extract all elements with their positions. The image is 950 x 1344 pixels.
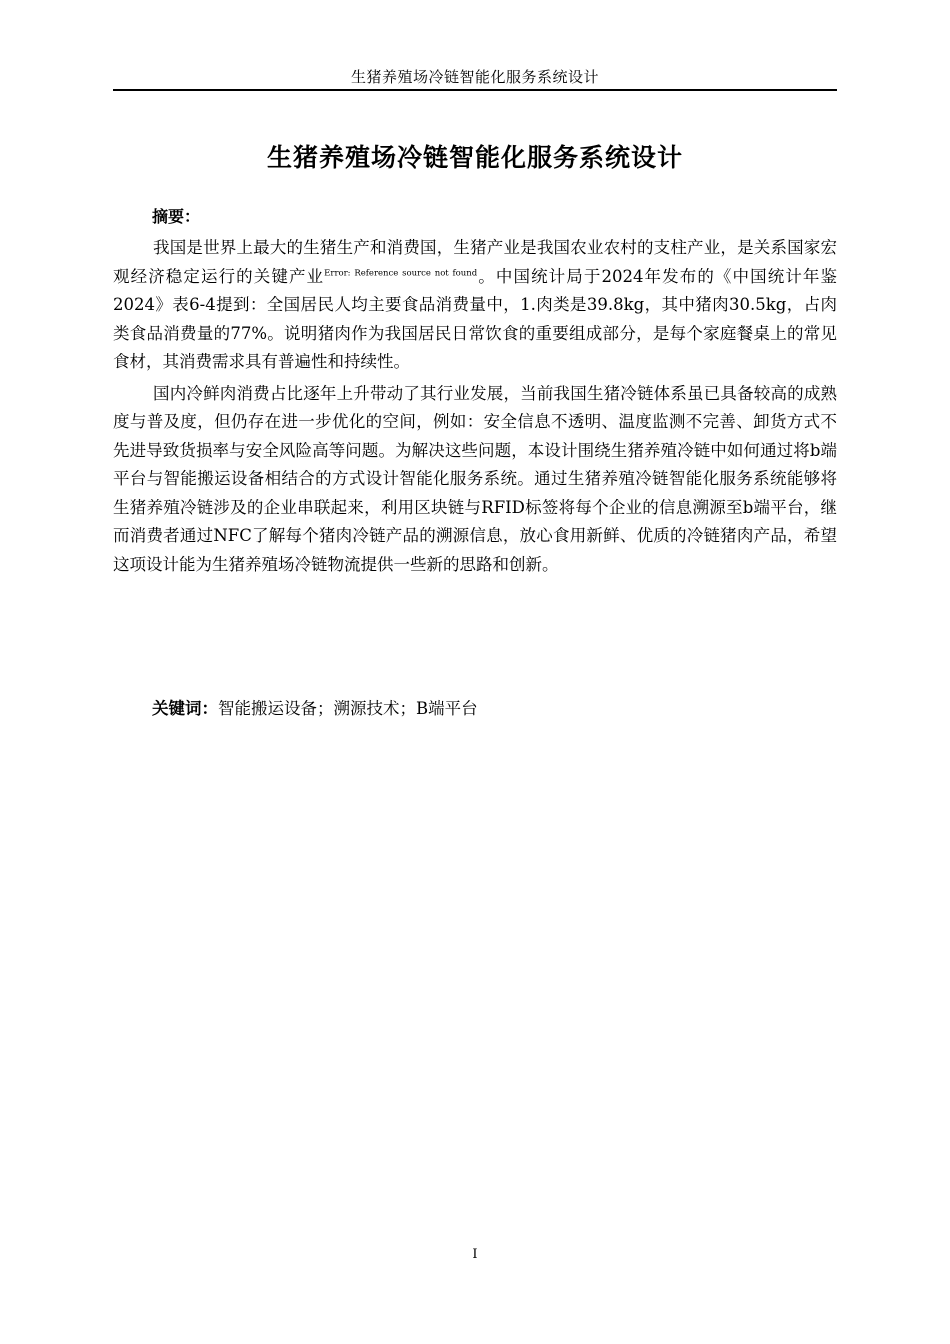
running-header: 生猪养殖场冷链智能化服务系统设计 — [350, 68, 599, 86]
header-divider — [113, 89, 837, 91]
abstract-paragraph-2: 国内冷鲜肉消费占比逐年上升带动了其行业发展，当前我国生猪冷链体系虽已具备较高的成熟度与普及度，但仍存在进一步优化的空间，例如：安全信息不透明、温度监测不完善、卸货方式不先进导致货损率与安全风险高等问题。为解决这些问题，本设计围绕生猪养殖冷链中如何通过将b端平台与智能搬运设备相结合的方式设计智能化服务系统。通过生猪养殖冷链智能化服务系统能够将生猪养殖冷链涉及的企业串联起来，利用区块链与RFID标签将每个企业的信息溯源至b端平台，继而消费者通过NFC了解每个猪肉冷链产品的溯源信息，放心食用新鲜、优质的冷链猪肉产品，希望这项设计能为生猪养殖场冷链物流提供一些新的思路和创新。 — [113, 383, 837, 574]
page-number: I — [472, 1247, 478, 1262]
keywords-list: 智能搬运设备；溯源技术；B端平台 — [218, 699, 478, 718]
reference-error-note: Error: Reference source not found — [324, 268, 478, 278]
abstract-body — [113, 234, 837, 582]
keywords-line — [152, 696, 478, 722]
abstract-paragraph-1 — [113, 234, 837, 377]
abstract-heading: 摘要： — [152, 207, 201, 226]
keywords-label: 关键词： — [152, 699, 218, 718]
paragraph-1-text-start: 我国是世界上最大的生猪生产和消费国，生猪产业是我国农业农村的支柱产业，是关系国家宏观经济稳定运行的关键产业 — [113, 238, 837, 286]
paragraph-1-text-end: 。中国统计局于2024年发布的《中国统计年鉴2024》表6-4提到：全国居民人均主要食品消费量中，1.肉类是39.8kg，其中猪肉30.5kg，占肉类食品消费量的77%。说明猪肉作为我国居民日常饮食的重要组成部分，是每个家庭餐桌上的常见食材，其消费需求具有普遍性和持续性。 — [113, 266, 838, 371]
document-title: 生猪养殖场冷链智能化服务系统设计 — [266, 143, 683, 172]
